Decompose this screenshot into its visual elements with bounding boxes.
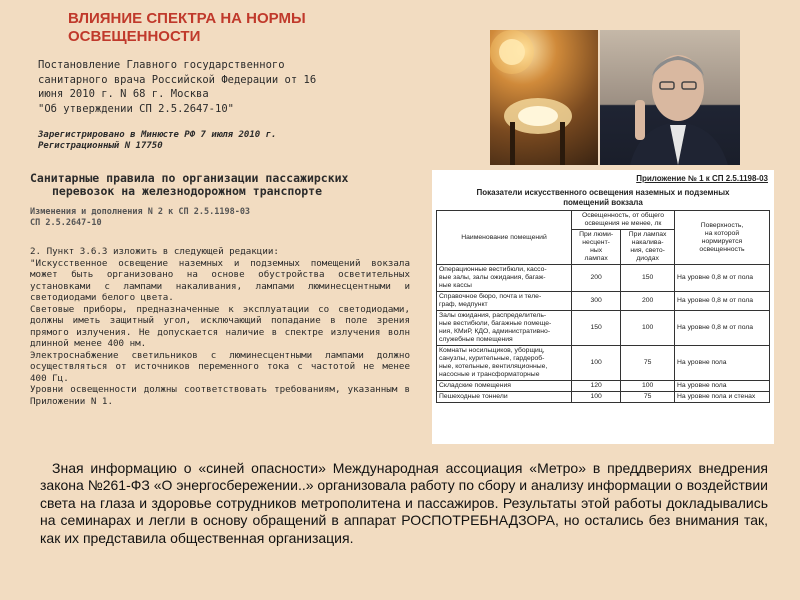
row-inc: 75	[621, 392, 675, 403]
row-surface: На уровне пола	[675, 381, 770, 392]
header-incandescent: При лампах накалива- ния, свето- диодах	[621, 230, 675, 265]
slide-title: ВЛИЯНИЕ СПЕКТРА НА НОРМЫ ОСВЕЩЕННОСТИ	[68, 10, 306, 45]
table-header-row	[437, 211, 770, 230]
row-name: Пешеходные тоннели	[437, 392, 572, 403]
table-row	[437, 381, 770, 392]
lighting-table	[436, 210, 770, 403]
table-row	[437, 346, 770, 381]
row-inc: 150	[621, 265, 675, 292]
changes-text: Изменения и дополнения N 2 к СП 2.5.1198-03 СП 2.5.2647-10	[30, 207, 251, 228]
row-inc: 100	[621, 381, 675, 392]
row-name: Операционные вестибюли, кассо- вые залы, залы ожидания, багаж- ные кассы	[437, 265, 572, 292]
rules-title	[30, 172, 440, 198]
row-name: Справочное бюро, почта и теле- граф, медпункт	[437, 292, 572, 311]
table-row	[437, 311, 770, 346]
bottom-paragraph: Зная информацию о «синей опасности» Международная ассоциация «Метро» в преддвериях внедрения закона №261-ФЗ «О энергосбережении..» организовала работу по сбору и анализу информации о воздействии света на глаза и здоровье сотрудников метрополитена и пассажиров. Результаты этой работы докладывались на семинарах и легли в основу обращений в аппарат РОСПОТРЕБНАДЗОРА, но остались без внимания так, как их представила общественная организация.	[40, 460, 768, 546]
row-lum: 200	[572, 265, 621, 292]
rules-title-line2: перевозок на железнодорожном транспорте	[52, 184, 323, 198]
row-lum: 100	[572, 346, 621, 381]
table-row	[437, 265, 770, 292]
header-surface: Поверхность, на которой нормируется освещенность	[675, 211, 770, 265]
lighting-table-card	[432, 170, 774, 444]
table-title: Показатели искусственного освещения наземных и подземных помещений вокзала	[476, 188, 730, 207]
row-surface: На уровне пола	[675, 346, 770, 381]
row-name: Складские помещения	[437, 381, 572, 392]
table-row	[437, 392, 770, 403]
row-inc: 200	[621, 292, 675, 311]
decree-text: Постановление Главного государственного санитарного врача Российской Федерации от 16 июня 2010 г. N 68 г. Москва "Об утверждении СП 2.5.2647-10"	[38, 59, 317, 115]
row-inc: 75	[621, 346, 675, 381]
header-illumination: Освещенность, от общего освещения не менее, лк	[572, 211, 675, 230]
row-name: Залы ожидания, распределитель- ные вестибюли, багажные помеще- ния, КМиР, КДО, административно- служебные помещения	[437, 311, 572, 346]
lamp-photo	[490, 30, 598, 165]
row-lum: 300	[572, 292, 621, 311]
person-illustration	[600, 30, 740, 165]
appendix-label: Приложение № 1 к СП 2.5.1198-03	[636, 174, 768, 183]
lamp-illustration	[490, 30, 598, 165]
registration-text: Зарегистрировано в Минюсте РФ 7 июля 2010 г. Регистрационный N 17750	[38, 130, 277, 151]
rules-title-line1: Санитарные правила по организации пассажирских	[30, 171, 349, 185]
row-lum: 150	[572, 311, 621, 346]
row-surface: На уровне 0,8 м от пола	[675, 292, 770, 311]
header-name: Наименование помещений	[437, 211, 572, 265]
row-surface: На уровне 0,8 м от пола	[675, 265, 770, 292]
row-name: Комнаты носильщиков, уборщиц, санузлы, курительные, гардероб- ные, котельные, вентиляционные, насосные и трансформаторные	[437, 346, 572, 381]
rule-body-text: 2. Пункт 3.6.3 изложить в следующей редакции: "Искусственное освещение наземных и подземных помещений вокзала может быть организовано на основе обустройства осветительных установками с лампами накаливания, лампами люминесцентными и светодиодами белого цвета. Световые приборы, предназначенные к эксплуатации со светодиодами, должны иметь защитный угол, исключающий попадание в поле зрения прямого излучения. Не допускается наличие в спектре излучения волн длинной менее 400 нм. Электроснабжение светильников с люминесцентными лампами должно осуществляться от источников переменного тока с частотой не менее 400 Гц. Уровни освещенности должны соответствовать требованиям, указанным в Приложении N 1.	[30, 246, 410, 407]
row-inc: 100	[621, 311, 675, 346]
row-surface: На уровне пола и стенах	[675, 392, 770, 403]
header-luminescent: При люми- несцент- ных лампах	[572, 230, 621, 265]
row-surface: На уровне 0,8 м от пола	[675, 311, 770, 346]
row-lum: 120	[572, 381, 621, 392]
row-lum: 100	[572, 392, 621, 403]
table-row	[437, 292, 770, 311]
person-photo	[600, 30, 740, 165]
